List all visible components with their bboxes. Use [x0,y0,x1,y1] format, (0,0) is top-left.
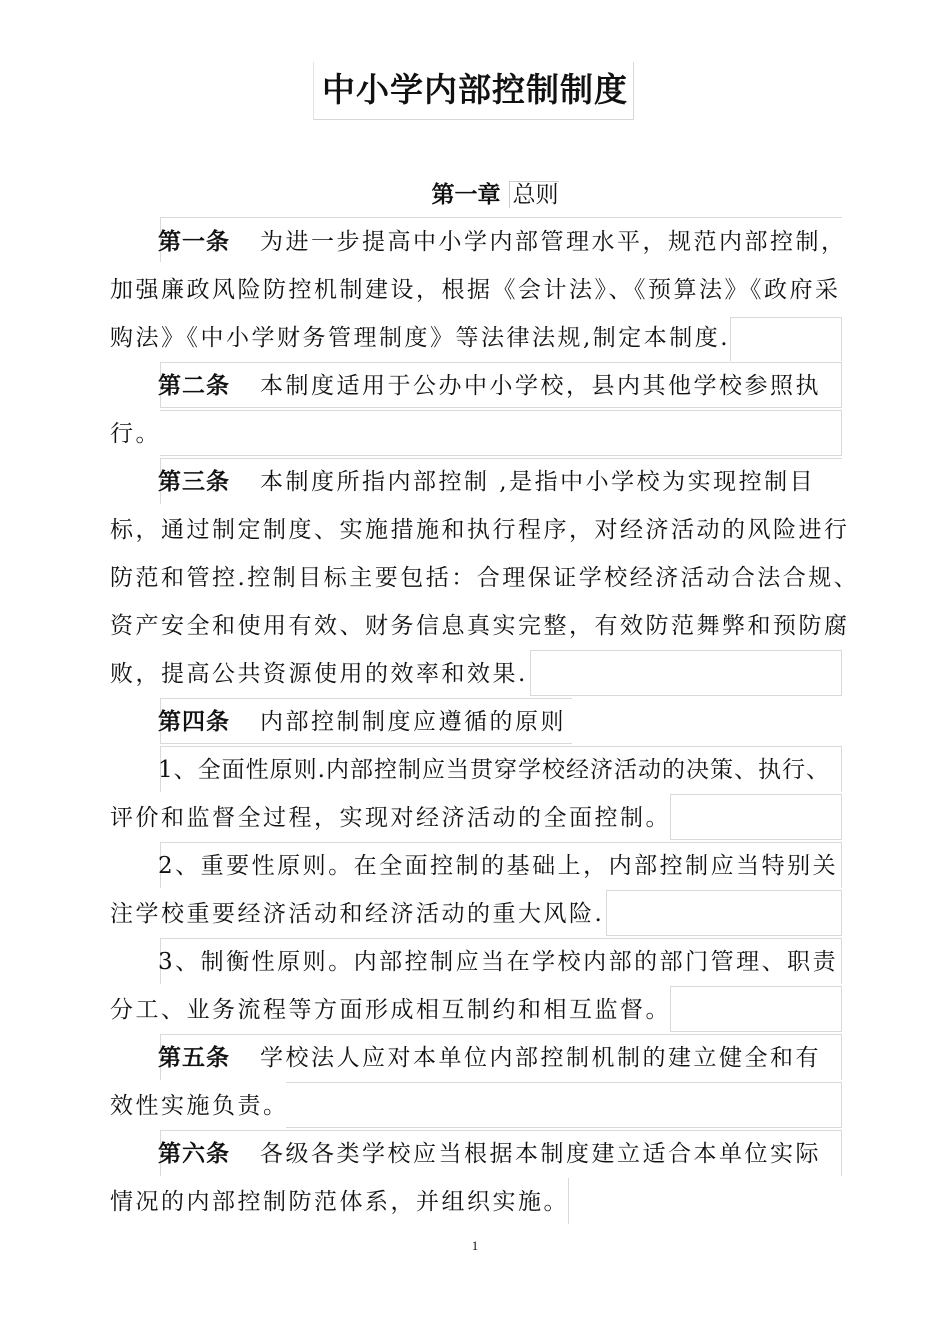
article-3-line-5: 败，提高公共资源使用的效率和效果. [110,661,528,687]
article-4-line-1: 第四条 内部控制制度应遵循的原则 [158,709,566,735]
article-1-line-3: 购法》《中小学财务管理制度》等法律法规,制定本制度. [110,325,731,351]
principle-1-line-2: 评价和监督全过程，实现对经济活动的全面控制。 [110,805,671,831]
chapter-number: 第一章 [431,182,501,208]
principle-2-line-1: 2、重要性原则。在全面控制的基础上，内部控制应当特别关 [158,853,839,879]
article-frame [530,650,842,696]
article-frame [160,410,842,456]
page-number: 1 [471,1238,479,1253]
principle-3-line-1: 3、制衡性原则。内部控制应当在学校内部的部门管理、职责 [158,949,839,975]
article-6-label: 第六条 [158,1141,230,1167]
article-2-line-2: 行。 [110,421,161,447]
article-6-line-1: 第六条 各级各类学校应当根据本制度建立适合本单位实际 [158,1141,821,1167]
article-3-line-1: 第三条 本制度所指内部控制 ,是指中小学校为实现控制目 [158,469,816,495]
article-5-line-1: 第五条 学校法人应对本单位内部控制机制的建立健全和有 [158,1045,821,1071]
article-5-label: 第五条 [158,1045,230,1071]
article-3-line-4: 资产安全和使用有效、财务信息真实完整，有效防范舞弊和预防腐 [110,613,850,639]
chapter-name: 总则 [509,181,559,208]
article-1-line-2: 加强廉政风险防控机制建设，根据《会计法》、《预算法》《政府采 [110,277,841,303]
article-frame [568,1178,842,1224]
article-3-label: 第三条 [158,469,230,495]
article-1-label: 第一条 [158,229,230,255]
article-4-label: 第四条 [158,709,230,735]
article-3-line-2: 标，通过制定制度、实施措施和执行程序，对经济活动的风险进行 [110,517,850,543]
paragraph-frame [670,794,842,840]
article-2-label: 第二条 [158,373,230,399]
article-6-line-2: 情况的内部控制防范体系，并组织实施。 [110,1189,569,1215]
principle-2-line-2: 注学校重要经济活动和经济活动的重大风险. [110,901,605,927]
article-1-line-1: 第一条 为进一步提高中小学内部管理水平，规范内部控制， [158,229,847,255]
article-frame [730,317,842,361]
article-2-line-1: 第二条 本制度适用于公办中小学校，县内其他学校参照执 [158,373,821,399]
article-5-line-2: 效性实施负责。 [110,1093,289,1119]
document-title: 中小学内部控制制度 [322,70,628,109]
paragraph-frame [606,890,842,936]
article-3-line-3: 防范和管控.控制目标主要包括：合理保证学校经济活动合法合规、 [110,565,860,591]
principle-3-line-2: 分工、业务流程等方面形成相互制约和相互监督。 [110,997,671,1023]
article-frame [286,1082,842,1128]
chapter-heading [0,176,950,209]
paragraph-frame [670,986,842,1032]
principle-1-line-1: 1、全面性原则.内部控制应当贯穿学校经济活动的决策、执行、 [158,757,830,783]
